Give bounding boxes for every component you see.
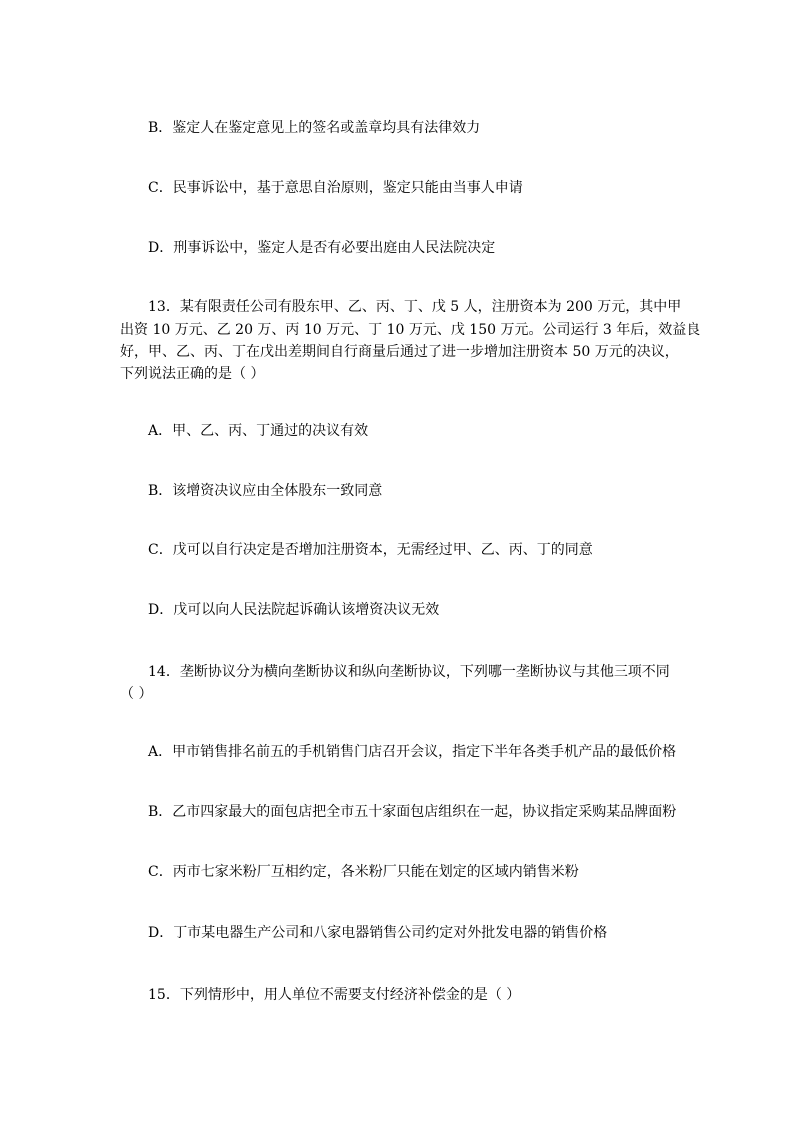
q13-option-b: B．该增资决议应由全体股东一致同意 (148, 483, 383, 499)
q13-stem-line-3: 好，甲、乙、丙、丁在戊出差期间自行商量后通过了进一步增加注册资本 50 万元的决议， (120, 344, 679, 360)
q13-stem-line-4: 下列说法正确的是（ ） (120, 366, 265, 382)
q14-option-c: C．丙市七家米粉厂互相约定，各米粉厂只能在划定的区域内销售米粉 (148, 864, 579, 880)
q14-option-b: B．乙市四家最大的面包店把全市五十家面包店组织在一起，协议指定采购某品牌面粉 (148, 804, 677, 820)
q12-option-c: C．民事诉讼中，基于意思自治原则，鉴定只能由当事人申请 (148, 180, 523, 196)
q13-option-a: A．甲、乙、丙、丁通过的决议有效 (148, 423, 369, 439)
q13-stem-line-1: 13．某有限责任公司有股东甲、乙、丙、丁、戊 5 人，注册资本为 200 万元，其中甲 (148, 299, 682, 315)
q13-option-d: D．戊可以向人民法院起诉确认该增资决议无效 (148, 602, 440, 618)
q14-stem-line-1: 14．垄断协议分为横向垄断协议和纵向垄断协议，下列哪一垄断协议与其他三项不同 (148, 664, 670, 680)
q12-option-b: B．鉴定人在鉴定意见上的签名或盖章均具有法律效力 (148, 120, 481, 136)
q14-stem-line-2: （ ） (120, 686, 153, 702)
q14-option-a: A．甲市销售排名前五的手机销售门店召开会议，指定下半年各类手机产品的最低价格 (148, 744, 677, 760)
q12-option-d: D．刑事诉讼中，鉴定人是否有必要出庭由人民法院决定 (148, 240, 496, 256)
q15-stem-line-1: 15．下列情形中，用人单位不需要支付经济补偿金的是（ ） (148, 987, 521, 1003)
q14-option-d: D．丁市某电器生产公司和八家电器销售公司约定对外批发电器的销售价格 (148, 925, 608, 941)
q13-stem-line-2: 出资 10 万元、乙 20 万、丙 10 万元、丁 10 万元、戊 150 万元。公司运行 3 年后，效益良 (120, 322, 701, 338)
q13-option-c: C．戊可以自行决定是否增加注册资本，无需经过甲、乙、丙、丁的同意 (148, 542, 593, 558)
